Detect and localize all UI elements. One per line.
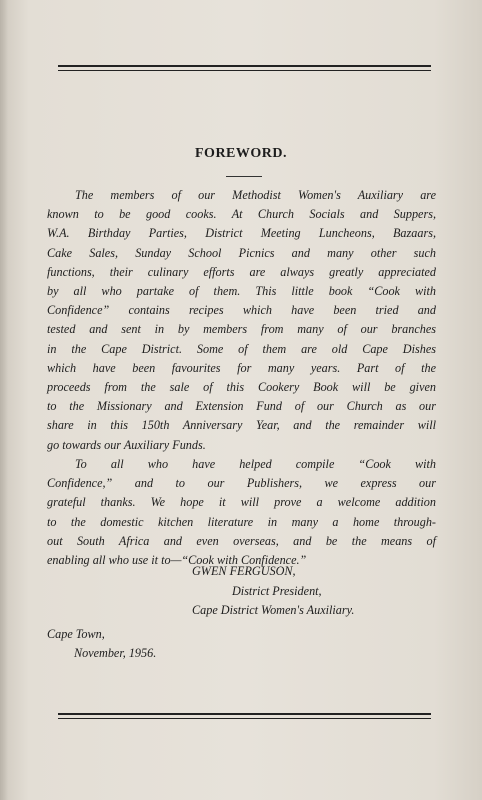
text-line: by all who partake of them. This little book “Cook with bbox=[47, 284, 436, 299]
text-line: which have been favourites for many years. Part of the bbox=[47, 360, 436, 375]
title-underline bbox=[226, 176, 262, 177]
top-double-rule bbox=[58, 65, 431, 71]
page-title: FOREWORD. bbox=[195, 146, 287, 161]
text-line: Confidence” contains recipes which have been tried and bbox=[47, 303, 436, 318]
place-city: Cape Town, bbox=[47, 627, 105, 641]
text-line: Confidence,” and to our Publishers, we express our bbox=[47, 476, 436, 491]
text-line: out South Africa and even overseas, and be the means of bbox=[47, 533, 436, 548]
bottom-double-rule bbox=[58, 713, 431, 719]
text-line: to the domestic kitchen literature in many a home through- bbox=[47, 514, 436, 529]
signature-name: GWEN FERGUSON, bbox=[192, 564, 296, 578]
text-line: to the Missionary and Extension Fund of our Church as our bbox=[47, 399, 436, 414]
text-line: enabling all who use it to—“Cook with Confidence.” bbox=[47, 553, 307, 568]
text-line: The members of our Methodist Women's Auxiliary are bbox=[75, 188, 436, 202]
text-line: known to be good cooks. At Church Socials and Suppers, bbox=[47, 207, 436, 222]
text-line: go towards our Auxiliary Funds. bbox=[47, 437, 206, 452]
text-line: proceeds from the sale of this Cookery Book will be given bbox=[47, 380, 436, 395]
text-line: W.A. Birthday Parties, District Meeting Luncheons, Bazaars, bbox=[47, 226, 436, 241]
text-line: grateful thanks. We hope it will prove a welcome addition bbox=[47, 495, 436, 510]
signature-organization: Cape District Women's Auxiliary. bbox=[192, 603, 355, 617]
text-line: To all who have helped compile “Cook with bbox=[75, 457, 436, 471]
text-line: functions, their culinary efforts are always greatly appreciated bbox=[47, 264, 436, 279]
spine-shadow bbox=[0, 0, 8, 800]
text-line: Cake Sales, Sunday School Picnics and many other such bbox=[47, 245, 436, 260]
signature-title: District President, bbox=[232, 584, 322, 598]
foreword-paragraph-2 bbox=[47, 455, 436, 570]
text-line: in the Cape District. Some of them are old Cape Dishes bbox=[47, 341, 436, 356]
text-line: share in this 150th Anniversary Year, and the remainder will bbox=[47, 418, 436, 433]
place-date: November, 1956. bbox=[74, 646, 157, 660]
foreword-paragraph-1 bbox=[47, 186, 436, 455]
text-line: tested and sent in by members from many of our branches bbox=[47, 322, 436, 337]
